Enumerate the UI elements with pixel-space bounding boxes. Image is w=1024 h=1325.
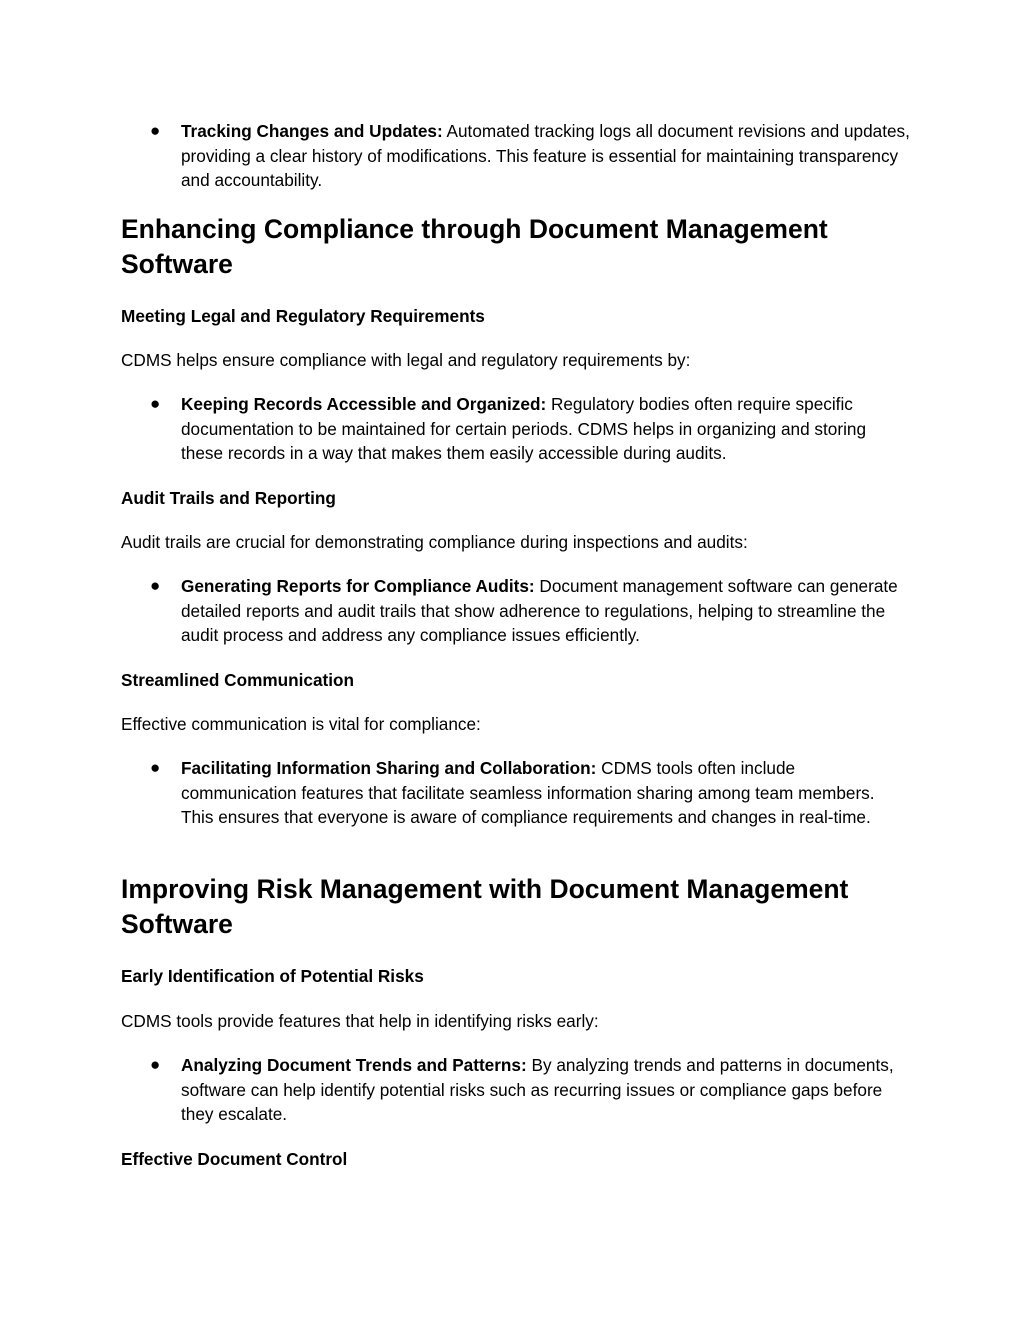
list-item-text	[181, 1053, 910, 1127]
list-item-term: Keeping Records Accessible and Organized:	[181, 394, 547, 414]
list-item-term: Generating Reports for Compliance Audits:	[181, 576, 535, 596]
list-item-description: By analyzing trends and patterns in documents, software can help identify potential risks such as recurring issues or compliance gaps before they escalate.	[181, 1055, 894, 1124]
list-item-description: Document management software can generate detailed reports and audit trails that show adherence to regulations, helping to streamline the audit process and address any compliance issues efficiently.	[181, 576, 898, 645]
paragraph: CDMS helps ensure compliance with legal and regulatory requirements by:	[121, 350, 691, 370]
list-item-description: Automated tracking logs all document revisions and updates, providing a clear history of modifications. This feature is essential for maintaining transparency and accountability.	[181, 121, 910, 190]
paragraph: Audit trails are crucial for demonstrating compliance during inspections and audits:	[121, 532, 748, 552]
list-item	[150, 1053, 910, 1127]
list-item-term: Analyzing Document Trends and Patterns:	[181, 1055, 527, 1075]
list-item-description: CDMS tools often include communication features that facilitate seamless information sharing among team members. This ensures that everyone is aware of compliance requirements and changes in real-time.	[181, 758, 875, 827]
list-item-text	[181, 574, 910, 648]
bullet-icon: ●	[150, 394, 161, 413]
subsection-heading: Streamlined Communication	[121, 670, 355, 690]
paragraph: CDMS tools provide features that help in identifying risks early:	[121, 1011, 599, 1031]
subsection-heading: Audit Trails and Reporting	[121, 488, 336, 508]
paragraph: Effective communication is vital for compliance:	[121, 714, 481, 734]
subsection-heading: Early Identification of Potential Risks	[121, 966, 424, 986]
bullet-icon: ●	[150, 1055, 161, 1074]
list-item-text	[181, 392, 910, 466]
list-item	[150, 756, 910, 830]
subsection-heading: Effective Document Control	[121, 1149, 348, 1169]
bullet-icon: ●	[150, 576, 161, 595]
bullet-icon: ●	[150, 121, 161, 140]
list-item-text	[181, 119, 910, 193]
list-item-description: Regulatory bodies often require specific documentation to be maintained for certain periods. CDMS helps in organizing and storing these records in a way that makes them easily accessible during audits.	[181, 394, 867, 463]
bullet-icon: ●	[150, 758, 161, 777]
list-item-term: Facilitating Information Sharing and Collaboration:	[181, 758, 597, 778]
list-item-text	[181, 756, 910, 830]
list-item	[150, 574, 910, 648]
section-heading-risk: Improving Risk Management with Document Management Software	[121, 874, 849, 939]
list-item	[150, 119, 910, 193]
section-heading-compliance: Enhancing Compliance through Document Management Software	[121, 214, 828, 279]
subsection-heading: Meeting Legal and Regulatory Requirements	[121, 306, 485, 326]
list-item	[150, 392, 910, 466]
list-item-term: Tracking Changes and Updates:	[181, 121, 443, 141]
